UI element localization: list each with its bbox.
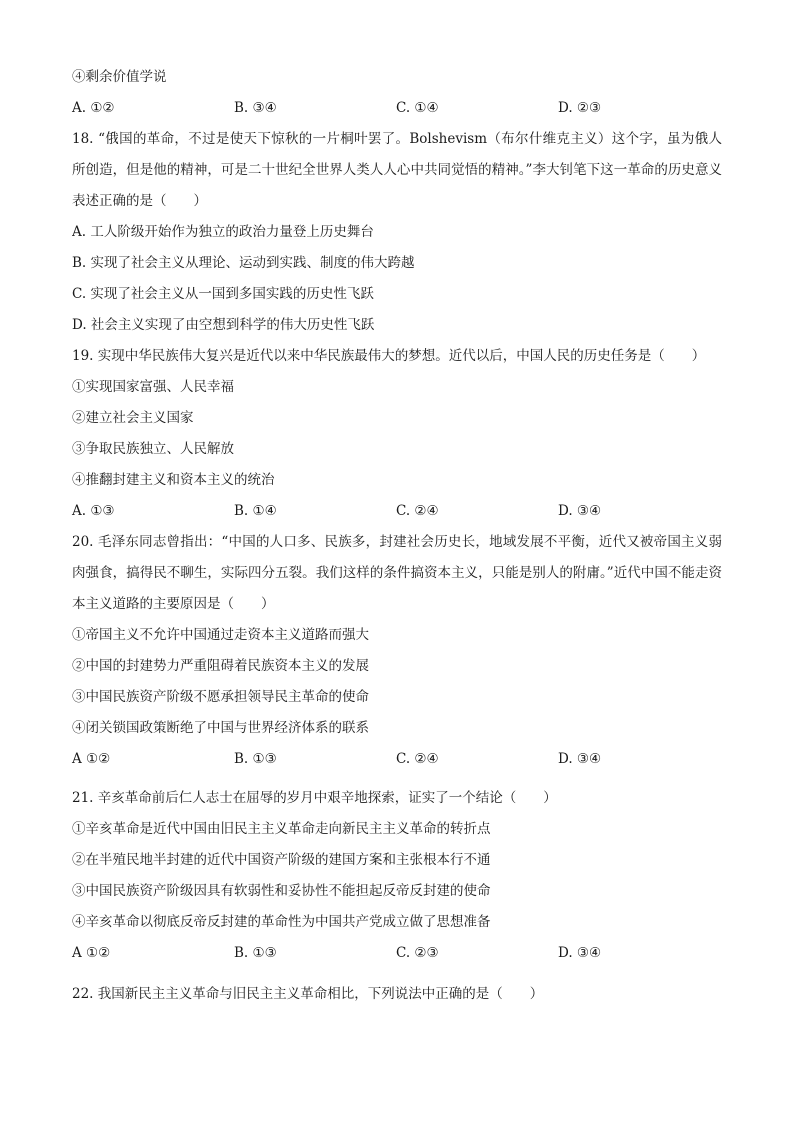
- q17-item-4: ④剩余价值学说: [72, 69, 167, 85]
- q20-item-1: ①帝国主义不允许中国通过走资本主义道路而强大: [72, 627, 369, 643]
- q19-option-b[interactable]: B. ①④: [234, 503, 277, 519]
- q21-option-d[interactable]: D. ③④: [558, 945, 602, 961]
- q19-option-d[interactable]: D. ③④: [558, 503, 602, 519]
- q19-stem: 19. 实现中华民族伟大复兴是近代以来中华民族最伟大的梦想。近代以后，中国人民的历史任务是（ ）: [72, 348, 706, 364]
- q17-option-c[interactable]: C. ①④: [396, 100, 439, 116]
- q20-option-c[interactable]: C. ②④: [396, 751, 439, 767]
- q21-stem: 21. 辛亥革命前后仁人志士在屈辱的岁月中艰辛地探索，证实了一个结论（ ）: [72, 790, 557, 806]
- q21-item-4: ④辛亥革命以彻底反帝反封建的革命性为中国共产党成立做了思想准备: [72, 914, 491, 930]
- q17-options: [72, 93, 722, 124]
- q18-stem: 18. “俄国的革命，不过是使天下惊秋的一片桐叶罢了。Bolshevism（布尔什维克主义）这个字，虽为俄人所创造，但是他的精神，可是二十世纪全世界人类人人心中共同觉悟的精神。”李大钊笔下这一革命的历史意义表述正确的是（ ）: [72, 131, 722, 209]
- q17-option-a[interactable]: A. ①②: [72, 100, 115, 116]
- q19-item-2: ②建立社会主义国家: [72, 410, 194, 426]
- q21-option-b[interactable]: B. ①③: [234, 945, 277, 961]
- q20-option-d[interactable]: D. ③④: [558, 751, 602, 767]
- q21-item-1: ①辛亥革命是近代中国由旧民主主义革命走向新民主主义革命的转折点: [72, 821, 491, 837]
- q19-option-a[interactable]: A. ①③: [72, 503, 115, 519]
- spacer: [72, 775, 722, 783]
- q18-option-d[interactable]: D. 社会主义实现了由空想到科学的伟大历史性飞跃: [72, 317, 375, 333]
- q21-item-2: ②在半殖民地半封建的近代中国资产阶级的建国方案和主张根本行不通: [72, 852, 491, 868]
- exam-page: [72, 62, 722, 1010]
- q22-stem: 22. 我国新民主主义革命与旧民主主义革命相比，下列说法中正确的是（ ）: [72, 986, 544, 1002]
- q20-option-a[interactable]: A ①②: [72, 751, 111, 767]
- q18-option-a[interactable]: A. 工人阶级开始作为独立的政治力量登上历史舞台: [72, 224, 374, 240]
- q19-options: [72, 496, 722, 527]
- q19-item-3: ③争取民族独立、人民解放: [72, 441, 234, 457]
- q19-item-4: ④推翻封建主义和资本主义的统治: [72, 472, 275, 488]
- q21-option-c[interactable]: C. ②③: [396, 945, 439, 961]
- q19-option-c[interactable]: C. ②④: [396, 503, 439, 519]
- q18-option-b[interactable]: B. 实现了社会主义从理论、运动到实践、制度的伟大跨越: [72, 255, 415, 271]
- q20-options: [72, 744, 722, 775]
- q20-item-2: ②中国的封建势力严重阻碍着民族资本主义的发展: [72, 658, 369, 674]
- q21-item-3: ③中国民族资产阶级因具有软弱性和妥协性不能担起反帝反封建的使命: [72, 883, 491, 899]
- q21-options: [72, 938, 722, 969]
- q20-stem: 20. 毛泽东同志曾指出：“中国的人口多、民族多，封建社会历史长，地域发展不平衡，近代又被帝国主义弱肉强食，搞得民不聊生，实际四分五裂。我们这样的条件搞资本主义，只能是别人的附庸。”近代中国不能走资本主义道路的主要原因是（ ）: [72, 534, 722, 612]
- q17-option-d[interactable]: D. ②③: [558, 100, 602, 116]
- q21-option-a[interactable]: A ①②: [72, 945, 111, 961]
- q20-item-3: ③中国民族资产阶级不愿承担领导民主革命的使命: [72, 689, 369, 705]
- q17-option-b[interactable]: B. ③④: [234, 100, 277, 116]
- q19-item-1: ①实现国家富强、人民幸福: [72, 379, 234, 395]
- q18-option-c[interactable]: C. 实现了社会主义从一国到多国实践的历史性飞跃: [72, 286, 374, 302]
- q20-option-b[interactable]: B. ①③: [234, 751, 277, 767]
- q20-item-4: ④闭关锁国政策断绝了中国与世界经济体系的联系: [72, 720, 369, 736]
